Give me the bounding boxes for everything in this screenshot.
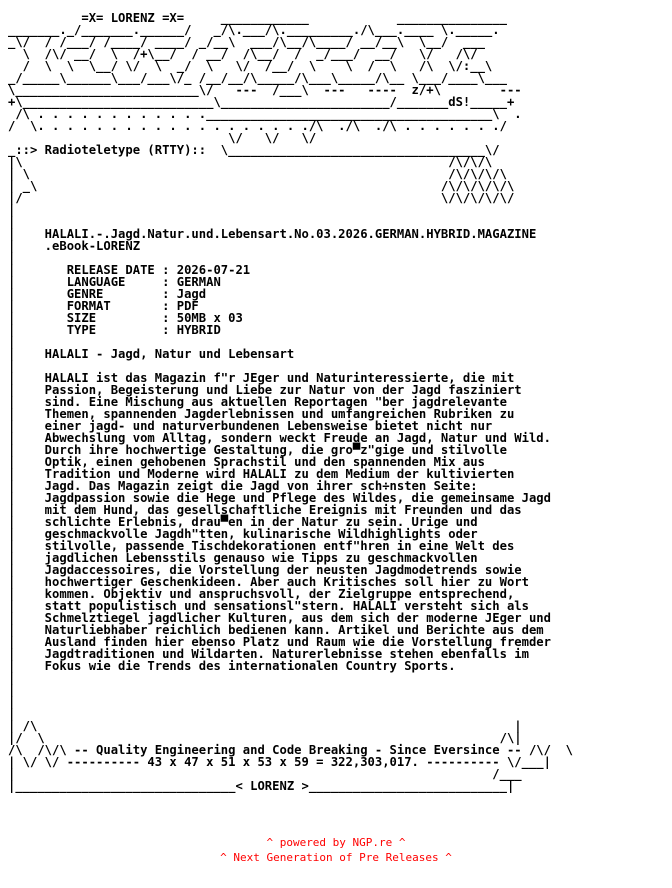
nfo-line: | \ /\/\/\/\ [8, 167, 507, 181]
nfo-line: | [8, 671, 16, 685]
nfo-line: |\ /\/\/\ [8, 155, 493, 169]
nfo-line: _\/ / /___/ /____/ ____/ _/__\ ___/\__/\____/ __/__\ \__/ ___ [8, 35, 485, 49]
nfo-line: | [8, 359, 16, 373]
nfo-line: /\ /\/\ -- Quality Engineering and Code Breaking - Since Eversince -- /\/ \ [8, 743, 573, 757]
nfo-line: | Jagdaccessoires, die Vorstellung der neusten Jagdmodetrends sowie [8, 563, 522, 577]
nfo-line: |/ \ /\| [8, 731, 522, 745]
nfo-line: | mit dem Hund, das gesellschaftliche Ereignis mit Freunden und das [8, 503, 522, 517]
nfo-line: | kommen. Objektiv und anspruchsvoll, der Zielgruppe entsprechend, [8, 587, 515, 601]
nfo-line: | HALALI - Jagd, Natur und Lebensart [8, 347, 295, 361]
nfo-line: | jagdlichen Lebensstils genauso wie Tipps zu geschmackvollen [8, 551, 478, 565]
nfo-line: | [8, 215, 16, 229]
nfo-line: _::> Radioteletype (RTTY):: \___________________________________\/ [8, 143, 500, 157]
nfo-line: | SIZE : 50MB x 03 [8, 311, 243, 325]
nfo-line: | [8, 251, 16, 265]
nfo-line: =X= LORENZ =X= ____________ _______________ [8, 11, 507, 25]
nfo-line: | Tradition und Moderne wird HALALI zu dem Medium der kultivierten [8, 467, 515, 481]
nfo-line: | Ausland finden hier ebenso Platz und Raum wie die Vorstellung fremder [8, 635, 551, 649]
nfo-line: /\ . . . . . . . . . . . ._______________________________________\ . [8, 107, 522, 121]
nfo-line: | FORMAT : PDF [8, 299, 199, 313]
nfo-line: | hochwertiger Geschenkideen. Aber auch Kritisches soll hier zu Wort [8, 575, 529, 589]
nfo-line: | Passion, Begeisterung und Liebe zur Natur von der Jagd fasziniert [8, 383, 522, 397]
nfo-line: | statt populistisch und sensationsl"stern. HALALI versteht sich als [8, 599, 529, 613]
nfo-line: | Jagd. Das Magazin zeigt die Jagd von ihrer sch÷nsten Seite: [8, 479, 478, 493]
footer-powered-by: ^ powered by NGP.re ^ [266, 836, 406, 849]
nfo-line: | [8, 683, 16, 697]
nfo-line: | /\ | [8, 719, 522, 733]
nfo-line: |/ \/\/\/\/\/ [8, 191, 515, 205]
nfo-line: | [8, 203, 16, 217]
nfo-line: | TYPE : HYBRID [8, 323, 221, 337]
nfo-line: | Abwechslung vom Alltag, sondern weckt Freude an Jagd, Natur und Wild. [8, 431, 551, 445]
nfo-art [8, 12, 573, 792]
nfo-line: \_________________________\/ --- /___\ --- ---- z/+\ --- [8, 83, 522, 97]
nfo-line: | einer jagd- und naturverbundenen Lebensweise bietet nicht nur [8, 419, 493, 433]
nfo-line: | HALALI.-.Jagd.Natur.und.Lebensart.No.03.2026.GERMAN.HYBRID.MAGAZINE [8, 227, 537, 241]
nfo-line: | Naturliebhaber reichlich bedienen kann. Artikel und Berichte aus dem [8, 623, 544, 637]
nfo-line: | .eBook-LORENZ [8, 239, 141, 253]
nfo-line: \/ \/ \/ [8, 131, 317, 145]
nfo-line: | [8, 707, 16, 721]
nfo-line: | Fokus wie die Trends des internationalen Country Sports. [8, 659, 456, 673]
nfo-line: \ /\/ __/ \ /+\__/ / __/ /\__/ / _/___/ __/ \/ /\/ [8, 47, 478, 61]
nfo-line: | Themen, spannenden Jagderlebnissen und umfangreichen Rubriken zu [8, 407, 515, 421]
nfo-line: | Jagdtraditionen und Wildarten. Naturerlebnisse stehen ebenfalls im [8, 647, 529, 661]
nfo-line: | Optik, einen gehobenen Sprachstil und den spannenden Mix aus [8, 455, 485, 469]
nfo-line: | Schmelztiegel jagdlicher Kulturen, aus dem sich der moderne JEger und [8, 611, 551, 625]
nfo-line: _/_____\______\___/___\/_ /__/__/\_____/\___\_____/\__ \___/____\___ [8, 71, 507, 85]
nfo-line: | RELEASE DATE : 2026-07-21 [8, 263, 251, 277]
footer-tagline: ^ Next Generation of Pre Releases ^ [220, 851, 452, 864]
nfo-line: | sind. Eine Mischung aus aktuellen Reportagen "ber jagdrelevante [8, 395, 507, 409]
nfo-line: | stilvolle, passende Tischdekorationen entf"hren in eine Welt des [8, 539, 515, 553]
nfo-line: | _\ /\/\/\/\/\ [8, 179, 515, 193]
nfo-line: | /___ [8, 767, 522, 781]
nfo-line: / \. . . . . . . . . . . . . . . . . . ./\ ./\ ./\ . . . . . . ./ [8, 119, 507, 133]
nfo-line: | GENRE : Jagd [8, 287, 207, 301]
nfo-line: | [8, 335, 16, 349]
nfo-line: | Jagdpassion sowie die Hege und Pflege des Wildes, die gemeinsame Jagd [8, 491, 551, 505]
nfo-line: | Durch ihre hochwertige Gestaltung, die gro▀z"gige und stilvolle [8, 443, 507, 457]
nfo-line: | \/ \/ ---------- 43 x 47 x 51 x 53 x 59 = 322,303,017. ---------- \/___| [8, 755, 551, 769]
nfo-line: | HALALI ist das Magazin f"r JEger und Naturinteressierte, die mit [8, 371, 515, 385]
nfo-line: | schlichte Erlebnis, drau▀en in der Natur zu sein. Urige und [8, 515, 478, 529]
nfo-line: |______________________________< LORENZ >___________________________| [8, 779, 515, 793]
nfo-line: | LANGUAGE : GERMAN [8, 275, 221, 289]
nfo-line: _______._/_______.______/ _/\.___/\._________./\___.____ \._____. [8, 23, 500, 37]
nfo-line: | [8, 695, 16, 709]
nfo-line: / \ \ \__/ \/ \ _/ \ \/ /__/ \ \ / \ /\ \/:__\ [8, 59, 493, 73]
nfo-line: +\__________________________\_______________________/_______dS!_____+ [8, 95, 515, 109]
nfo-line: | geschmackvolle Jagdh"tten, kulinarische Wildhighlights oder [8, 527, 478, 541]
